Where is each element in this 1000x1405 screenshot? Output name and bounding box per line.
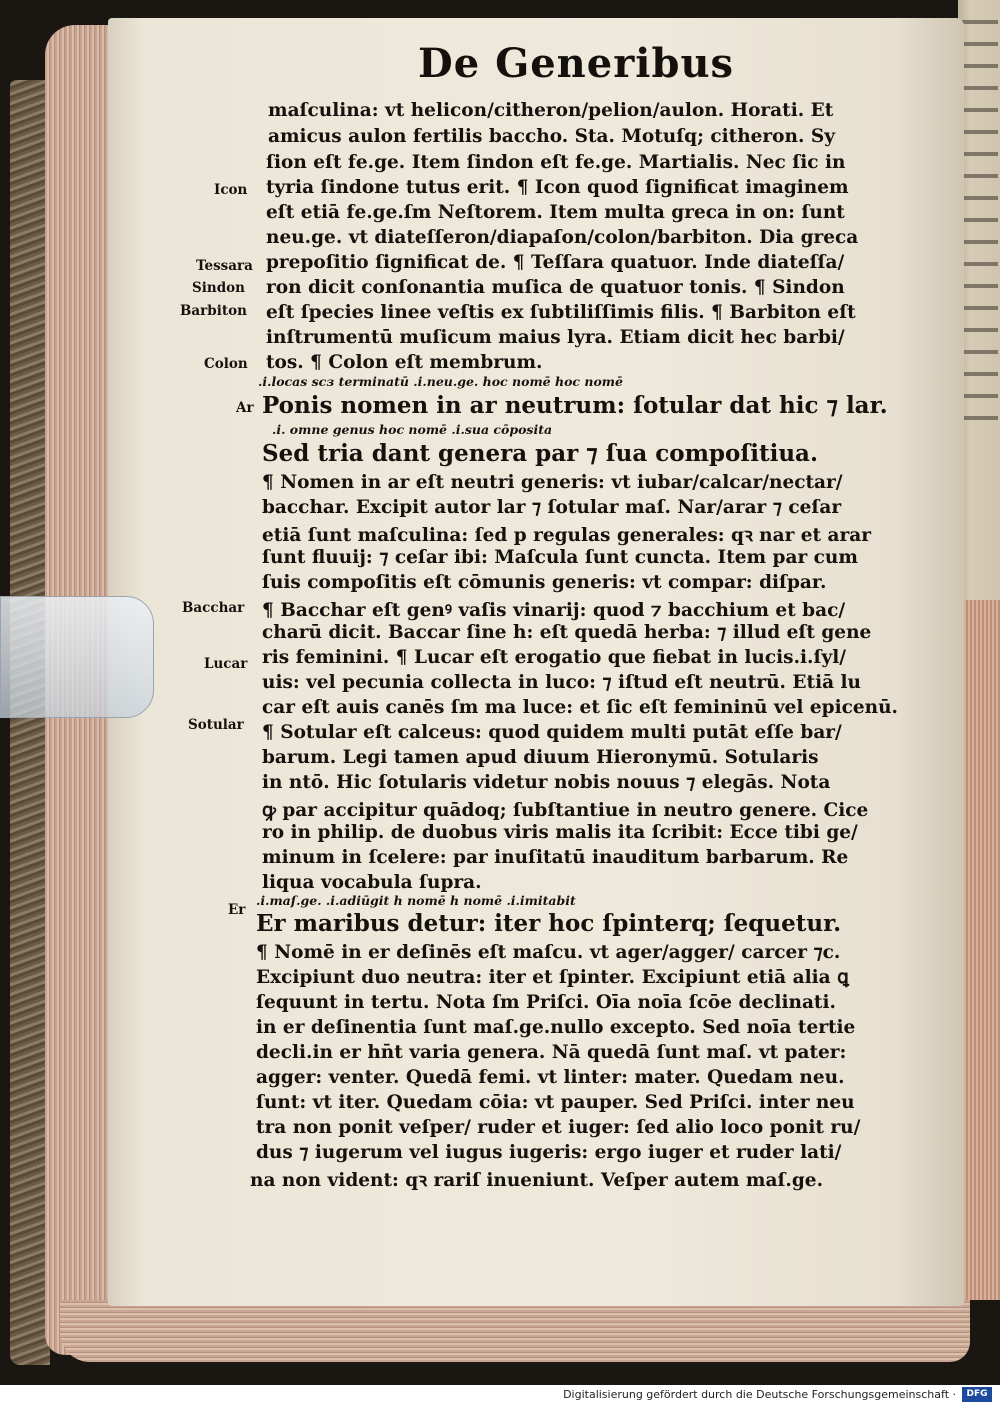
interlinear-gloss: .i.maſ.ge. .i.adiūgit h nomē h nomē .i.imitabit [256, 893, 576, 908]
text-line: ¶ Sotular eſt calceus: quod quidem multi putāt eſſe bar/ [262, 722, 842, 743]
text-line: neu.ge. vt diateſſeron/diapaſon/colon/barbiton. Dia greca [266, 227, 859, 248]
text-line: ron dicit conſonantia muſica de quatuor tonis. ¶ Sindon [266, 277, 845, 298]
text-line: in er deſinentia ſunt maſ.ge.nullo excepto. Sed noīa tertie [256, 1017, 856, 1038]
margin-note: Ar [236, 400, 254, 416]
margin-note: Sindon [192, 280, 245, 296]
text-line: bacchar. Excipit autor lar ⁊ ſotular maſ. Nar/arar ⁊ ceſar [262, 497, 842, 518]
text-line: maſculina: vt helicon/citheron/pelion/aulon. Horati. Et [268, 100, 834, 121]
page-edges-bottom [60, 1300, 970, 1362]
text-line: in ntō. Hic ſotularis videtur nobis nouus ⁊ elegās. Nota [262, 772, 831, 793]
footer-credit: Digitalisierung gefördert durch die Deutsche Forschungsgemeinschaft · [563, 1388, 956, 1401]
text-line: ſion eſt fe.ge. Item ſindon eſt fe.ge. Martialis. Nec ſic in [266, 152, 846, 173]
text-line: eſt ſpecies linee veſtis ex ſubtiliſſimis filis. ¶ Barbiton eſt [266, 302, 856, 323]
running-heading: De Generibus [418, 40, 735, 87]
verse-line: Er maribus detur: iter hoc ſpinterq; ſequetur. [256, 910, 842, 937]
text-line: ro in philip. de duobus viris malis ita ſcribit: Ecce tibi ge/ [262, 822, 858, 843]
text-line: liqua vocabula ſupra. [262, 872, 482, 893]
verse-line: Ponis nomen in ar neutrum: ſotular dat hic ⁊ lar. [262, 392, 888, 419]
text-line: ¶ Nomen in ar eſt neutri generis: vt iubar/calcar/nectar/ [262, 472, 843, 493]
footer-bar [0, 1385, 1000, 1405]
margin-note: Lucar [204, 656, 248, 672]
page-edges-right [958, 600, 1000, 1300]
text-line: barum. Legi tamen apud diuum Hieronymū. Sotularis [262, 747, 819, 768]
text-line: car eſt auis canēs ſm ma luce: et ſic eſt femininū vel epicenū. [262, 697, 898, 718]
interlinear-gloss: .i. omne genus hoc nomē .i.sua cōposita [272, 422, 553, 437]
text-line: ſunt fluuij: ⁊ ceſar ibi: Maſcula ſunt cuncta. Item par cum [262, 547, 858, 568]
margin-note: Bacchar [182, 600, 245, 616]
margin-note: Colon [204, 356, 248, 372]
margin-note: Barbiton [180, 303, 247, 319]
text-line: inſtrumentū muſicum maius lyra. Etiam dicit hec barbi/ [266, 327, 845, 348]
text-line: ſequunt in tertu. Nota ſm Priſci. Oīa noīa ſcōe declinati. [256, 992, 836, 1013]
facing-page-text [962, 20, 998, 420]
text-line: tos. ¶ Colon eſt membrum. [266, 352, 543, 373]
text-line: ¶ Nomē in er deſinēs eſt maſcu. vt ager/agger/ carcer ⁊c. [256, 942, 841, 963]
dfg-logo: DFG [962, 1387, 992, 1402]
text-line: Excipiunt duo neutra: iter et ſpinter. Excipiunt etiā alia ꝗ [256, 967, 849, 988]
text-line: ꝙ par accipitur quādoq; ſubſtantiue in neutro genere. Cice [262, 800, 869, 821]
text-line: ris feminini. ¶ Lucar eſt erogatio que fiebat in lucis.i.ſyl/ [262, 647, 846, 668]
margin-note: Sotular [188, 717, 244, 733]
text-line: ſunt: vt iter. Quedam cōia: vt pauper. Sed Priſci. inter neu [256, 1092, 855, 1113]
text-line: tra non ponit veſper/ ruder et iuger: ſed alio loco ponit ru/ [256, 1117, 861, 1138]
text-line: ſuis compoſitis eſt cōmunis generis: vt compar: diſpar. [262, 572, 827, 593]
text-line: prepoſitio ſignificat de. ¶ Teſſara quatuor. Inde diateſſa/ [266, 252, 845, 273]
text-line: eſt etiā fe.ge.ſm Neſtorem. Item multa greca in on: ſunt [266, 202, 845, 223]
text-line: uis: vel pecunia collecta in luco: ⁊ iſtud eſt neutrū. Etiā lu [262, 672, 862, 693]
margin-note: Er [228, 902, 246, 918]
text-line: minum in ſcelere: par inuſitatū inauditum barbarum. Re [262, 847, 849, 868]
text-line: tyria ſindone tutus erit. ¶ Icon quod ſignificat imaginem [266, 177, 849, 198]
page-holder-clip [0, 596, 154, 718]
margin-note: Icon [214, 182, 248, 198]
verse-line: Sed tria dant genera par ⁊ ſua compoſitiua. [262, 440, 818, 467]
text-line: amicus aulon fertilis baccho. Sta. Motuſq; citheron. Sy [268, 126, 835, 147]
interlinear-gloss: .i.locas scз terminatū .i.neu.ge. hoc nomē hoc nomē [258, 374, 623, 389]
text-line: dus ⁊ iugerum vel iugus iugeris: ergo iuger et ruder lati/ [256, 1142, 842, 1163]
margin-note: Tessara [196, 258, 253, 274]
book-cover-edge [10, 80, 50, 1365]
text-line: na non vident: qꝛ rariſ inueniunt. Veſper autem maſ.ge. [250, 1170, 824, 1191]
text-line: ¶ Bacchar eſt genꝰ vaſis vinarij: quod ⁊ bacchium et bac/ [262, 600, 846, 621]
text-line: agger: venter. Quedā femi. vt linter: mater. Quedam neu. [256, 1067, 845, 1088]
text-line: decli.in er hn̄t varia genera. Nā quedā ſunt maſ. vt pater: [256, 1042, 847, 1063]
text-line: charū dicit. Baccar ſine h: eſt quedā herba: ⁊ illud eſt gene [262, 622, 872, 643]
text-line: etiā ſunt maſculina: ſed p regulas generales: qꝛ nar et arar [262, 525, 872, 546]
